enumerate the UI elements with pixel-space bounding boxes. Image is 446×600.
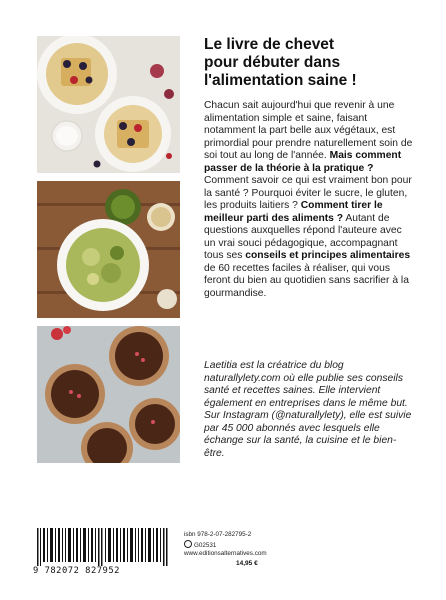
blurb-bold-2: Comment tirer le meilleur parti des aliments ? [204, 200, 383, 224]
isbn-barcode [37, 528, 169, 566]
price: 14,95 € [236, 560, 258, 567]
blurb-text-3: Autant de questions auxquelles répond l'auteure avec un vrai souci pédagogique, accompagnant tous ses [204, 212, 402, 261]
seal-icon [184, 540, 192, 548]
blurb-text-1: Chacun sait aujourd'hui que revenir à une alimentation simple et saine, faisant notamment la part belle aux végétaux, est primordial pour prendre naturellement soin de soi tout au long de l'année. [204, 100, 413, 161]
publisher-website: www.editionsalternatives.com [184, 550, 267, 557]
photo-chocolate-tarts [37, 326, 180, 463]
headline-line-2: pour débuter dans [204, 54, 341, 71]
back-cover-headline [204, 36, 426, 90]
headline-line-1: Le livre de chevet [204, 36, 335, 53]
product-code [184, 540, 267, 551]
blurb-bold-1: Mais comment passer de la théorie à la pratique ? [204, 150, 402, 174]
product-code-text: G02531 [194, 541, 217, 549]
barcode-digits: 9 782072 827952 [33, 566, 120, 576]
headline-line-3: l'alimentation saine ! [204, 72, 357, 89]
book-meta [184, 531, 267, 559]
blurb-paragraph [204, 100, 414, 300]
isbn-text: isbn 978-2-07-282795-2 [184, 531, 252, 538]
author-bio: Laetitia est la créatrice du blog naturallylety.com où elle publie ses conseils santé et recettes saines. Elle intervient également en entreprises dans le même but. Sur Instagram (@naturallylety), elle est suivie par 45 000 abonnés avec lesquels elle échange sur la santé, la cuisine et le bien-être. [204, 360, 412, 459]
photo-waffles-breakfast [37, 36, 180, 173]
blurb-text-4: de 60 recettes faciles à réaliser, qui vous feront du bien au quotidien sans sacrifier à la gourmandise. [204, 262, 409, 299]
blurb-text-2: Comment savoir ce qui est vraiment bon pour la santé ? Pourquoi éviter le sucre, le gluten, les produits laitiers ? [204, 175, 412, 211]
blurb-bold-3: conseils et principes alimentaires [245, 250, 411, 261]
photo-pesto-pasta [37, 181, 180, 318]
